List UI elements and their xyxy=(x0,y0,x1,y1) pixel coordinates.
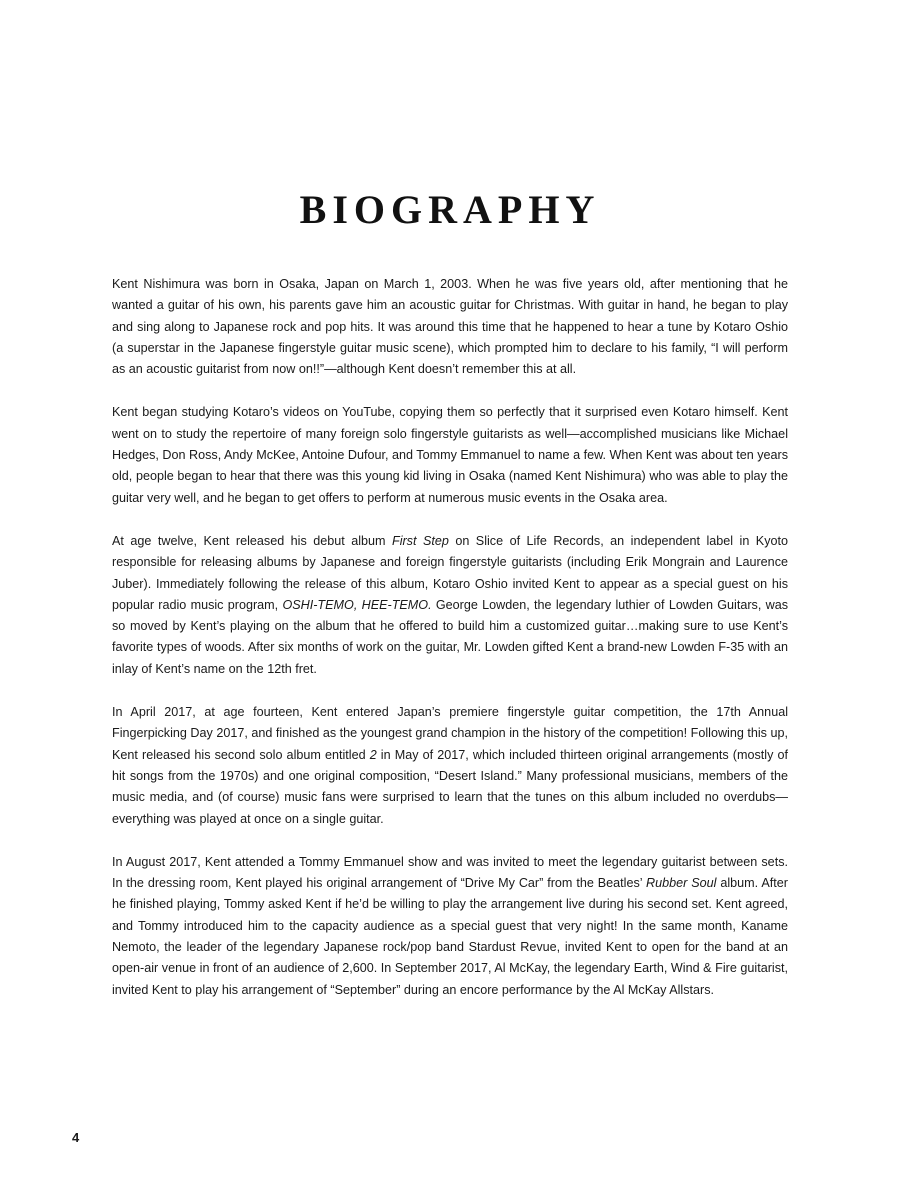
album-title: Rubber Soul xyxy=(646,876,717,891)
text-run: In April 2017, at age fourteen, Kent entered Japan’s premiere fingerstyle guitar competition, the 17th Annual Fingerpicking Day 2017, and finished as the youngest grand champion in the history of the competition! Following this up, Kent released his second solo album entitled xyxy=(112,705,788,762)
text-run: Kent began studying Kotaro’s videos on YouTube, copying them so perfectly that it surprised even Kotaro himself. Kent went on to study the repertoire of many foreign solo fingerstyle guitarists as well—accomplished musicians like Michael Hedges, Don Ross, Andy McKee, Antoine Dufour, and Tommy Emmanuel to name a few. When Kent was about ten years old, people began to hear that there was this young kid living in Osaka (named Kent Nishimura) who was able to play the guitar very well, and he began to get offers to perform at numerous music events in the Osaka area. xyxy=(112,405,788,505)
radio-program-title: OSHI-TEMO, HEE-TEMO. xyxy=(282,597,432,612)
page-number: 4 xyxy=(72,1130,80,1145)
page-title: BIOGRAPHY xyxy=(299,187,601,232)
text-run: album. After he finished playing, Tommy asked Kent if he’d be willing to play the arrangement live during his second set. Kent agreed, and Tommy introduced him to the capacity audience as a special guest that very night! In the same month, Kaname Nemoto, the leader of the legendary Japanese rock/pop band Stardust Revue, invited Kent to open for the band at an open-air venue in front of an audience of 2,600. In September 2017, Al McKay, the legendary Earth, Wind & Fire guitarist, invited Kent to play his arrangement of “September” during an encore performance by the Al McKay Allstars. xyxy=(112,876,788,997)
album-title: First Step xyxy=(392,533,449,548)
paragraph xyxy=(112,274,788,380)
paragraph xyxy=(112,852,788,1001)
text-run: At age twelve, Kent released his debut album xyxy=(112,533,392,548)
paragraph xyxy=(112,402,788,508)
text-run: In August 2017, Kent attended a Tommy Emmanuel show and was invited to meet the legendary guitarist between sets. In the dressing room, Kent played his original arrangement of “Drive My Car” from the Beatles’ xyxy=(112,854,788,891)
paragraph xyxy=(112,531,788,680)
text-run: on Slice of Life Records, an independent label in Kyoto responsible for releasing albums by Japanese and foreign fingerstyle guitarists (including Erik Mongrain and Laurence Juber). Immediately following the release of this album, Kotaro Oshio invited Kent to appear as a special guest on his popular radio music program, xyxy=(112,533,789,612)
text-run: George Lowden, the legendary luthier of Lowden Guitars, was so moved by Kent’s playing on the album that he offered to build him a customized guitar…making sure to use Kent’s favorite types of woods. After six months of work on the guitar, Mr. Lowden gifted Kent a brand-new Lowden F-35 with an inlay of Kent’s name on the 12th fret. xyxy=(112,597,789,676)
text-run: in May of 2017, which included thirteen original arrangements (mostly of hit songs from the 1970s) and one original composition, “Desert Island.” Many professional musicians, members of the music media, and (of course) music fans were surprised to learn that the tunes on this album included no overdubs—everything was played at once on a single guitar. xyxy=(112,747,788,826)
text-run: Kent Nishimura was born in Osaka, Japan on March 1, 2003. When he was five years old, after mentioning that he wanted a guitar of his own, his parents gave him an acoustic guitar for Christmas. With guitar in hand, he began to play and sing along to Japanese rock and pop hits. It was around this time that he happened to hear a tune by Kotaro Oshio (a superstar in the Japanese fingerstyle guitar music scene), which prompted him to declare to his family, “I will perform as an acoustic guitarist from now on!!”—although Kent doesn’t remember this at all. xyxy=(112,277,788,377)
paragraph xyxy=(112,702,788,830)
biography-body xyxy=(112,274,788,1023)
album-title: 2 xyxy=(369,747,377,762)
